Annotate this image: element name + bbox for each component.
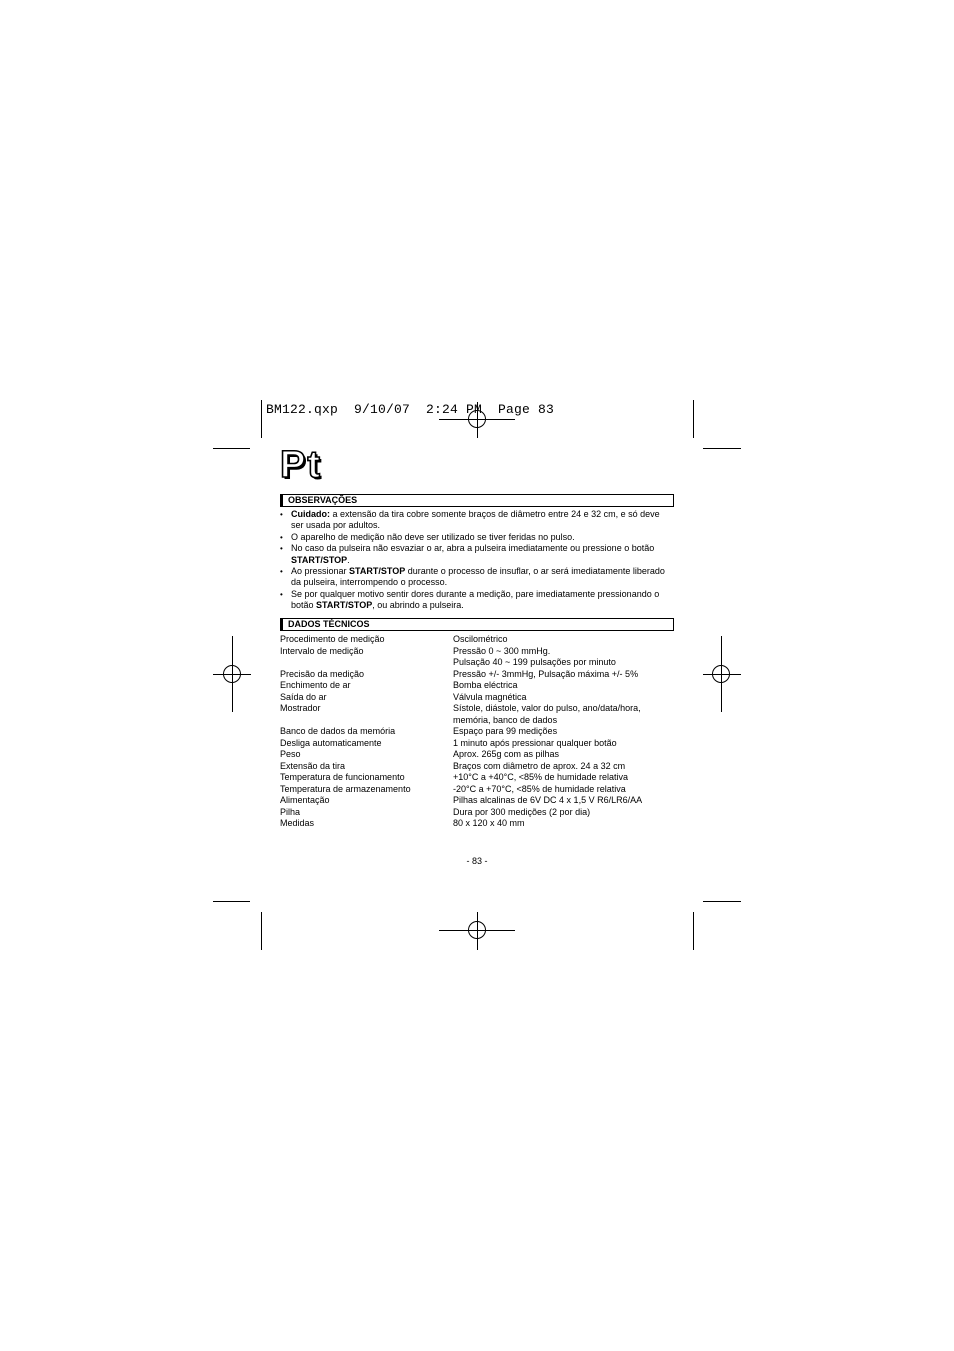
table-row <box>280 703 680 715</box>
table-row <box>280 738 680 750</box>
spec-label <box>280 657 453 669</box>
list-item <box>280 543 674 566</box>
spec-value: Pressão 0 ~ 300 mmHg. <box>453 645 551 656</box>
spec-value: 80 x 120 x 40 mm <box>453 818 525 828</box>
spec-label: Temperatura de armazenamento <box>280 783 411 794</box>
spec-value: Válvula magnética <box>453 691 527 702</box>
spec-value: Sístole, diástole, valor do pulso, ano/data/hora, <box>453 703 641 713</box>
spec-label: Alimentação <box>280 795 330 805</box>
spec-label: Peso <box>280 749 301 759</box>
item-bold: Cuidado: <box>291 509 330 519</box>
spec-label: Extensão da tira <box>280 760 346 771</box>
spec-label: Intervalo de medição <box>280 645 364 656</box>
spec-value: Braços com diâmetro de aprox. 24 a 32 cm <box>453 760 626 771</box>
spec-label: Enchimento de ar <box>280 680 351 690</box>
spec-value: +10°C a +40°C, <85% de humidade relativa <box>453 772 629 782</box>
table-row <box>280 726 680 738</box>
table-row <box>280 692 680 704</box>
spec-label: Medidas <box>280 818 315 828</box>
spec-value: Aprox. 265g com as pilhas <box>453 749 560 759</box>
observacoes-list <box>280 509 674 612</box>
spec-value: Oscilométrico <box>453 634 508 644</box>
spec-label: Saída do ar <box>280 691 327 702</box>
table-row <box>280 761 680 773</box>
spec-value: -20°C a +70°C, <85% de humidade relativa <box>453 783 626 794</box>
spec-label: Desliga automaticamente <box>280 737 382 748</box>
section-heading-observacoes: OBSERVAÇÕES <box>280 494 674 507</box>
spec-label: Pilha <box>280 806 301 817</box>
spec-value: Espaço para 99 medições <box>453 726 558 736</box>
table-row <box>280 680 680 692</box>
spec-value: Dura por 300 medições (2 por dia) <box>453 806 591 817</box>
table-row <box>280 784 680 796</box>
section-heading-dados-tecnicos: DADOS TÉCNICOS <box>280 618 674 631</box>
item-text: O aparelho de medição não deve ser utilizado se tiver feridas no pulso. <box>291 531 575 542</box>
table-row <box>280 657 680 669</box>
spec-value: Bomba eléctrica <box>453 680 518 690</box>
table-row <box>280 749 680 761</box>
table-row <box>280 807 680 819</box>
table-row <box>280 646 680 658</box>
table-row <box>280 772 680 784</box>
page-number: - 83 - <box>466 856 488 866</box>
spec-label: Precisão da medição <box>280 668 365 679</box>
spec-label <box>280 715 453 727</box>
table-row <box>280 634 680 646</box>
list-item <box>280 589 674 612</box>
item-text: durante o processo de insuflar, o ar será imediatamente liberado da pulseira, interrompendo o processo. <box>291 566 665 588</box>
spec-table <box>280 634 680 830</box>
spec-value: 1 minuto após pressionar qualquer botão <box>453 737 617 748</box>
table-row <box>280 795 680 807</box>
file-slug: BM122.qxp 9/10/07 2:24 PM Page 83 <box>266 402 555 417</box>
spec-label: Temperatura de funcionamento <box>280 772 405 782</box>
spec-label: Mostrador <box>280 703 321 713</box>
table-row <box>280 715 680 727</box>
list-item <box>280 532 674 543</box>
spec-label: Procedimento de medição <box>280 634 385 644</box>
list-item <box>280 509 674 532</box>
item-text: . <box>347 554 350 565</box>
spec-value: Pulsação 40 ~ 199 pulsações por minuto <box>453 657 616 667</box>
item-text: , ou abrindo a pulseira. <box>372 600 464 611</box>
spec-value: memória, banco de dados <box>453 714 558 725</box>
spec-label: Banco de dados da memória <box>280 726 396 736</box>
language-code: Pt <box>280 444 322 486</box>
item-text: No caso da pulseira não esvaziar o ar, abra a pulseira imediatamente ou pressione o botão <box>291 543 655 554</box>
item-text: a extensão da tira cobre somente braços de diâmetro entre 24 e 32 cm, e só deve ser usada por adultos. <box>291 509 660 531</box>
item-text: Ao pressionar <box>291 566 350 577</box>
spec-value: Pilhas alcalinas de 6V DC 4 x 1,5 V R6/LR6/AA <box>453 795 643 805</box>
item-bold: START/STOP <box>349 566 406 577</box>
item-bold: START/STOP <box>291 554 348 565</box>
item-bold: START/STOP <box>316 600 373 611</box>
item-text: Se por qualquer motivo sentir dores durante a medição, pare imediatamente pressionando o botão <box>291 588 660 611</box>
list-item <box>280 566 674 589</box>
table-row <box>280 818 680 830</box>
spec-value: Pressão +/- 3mmHg, Pulsação máxima +/- 5% <box>453 668 639 679</box>
table-row <box>280 669 680 681</box>
